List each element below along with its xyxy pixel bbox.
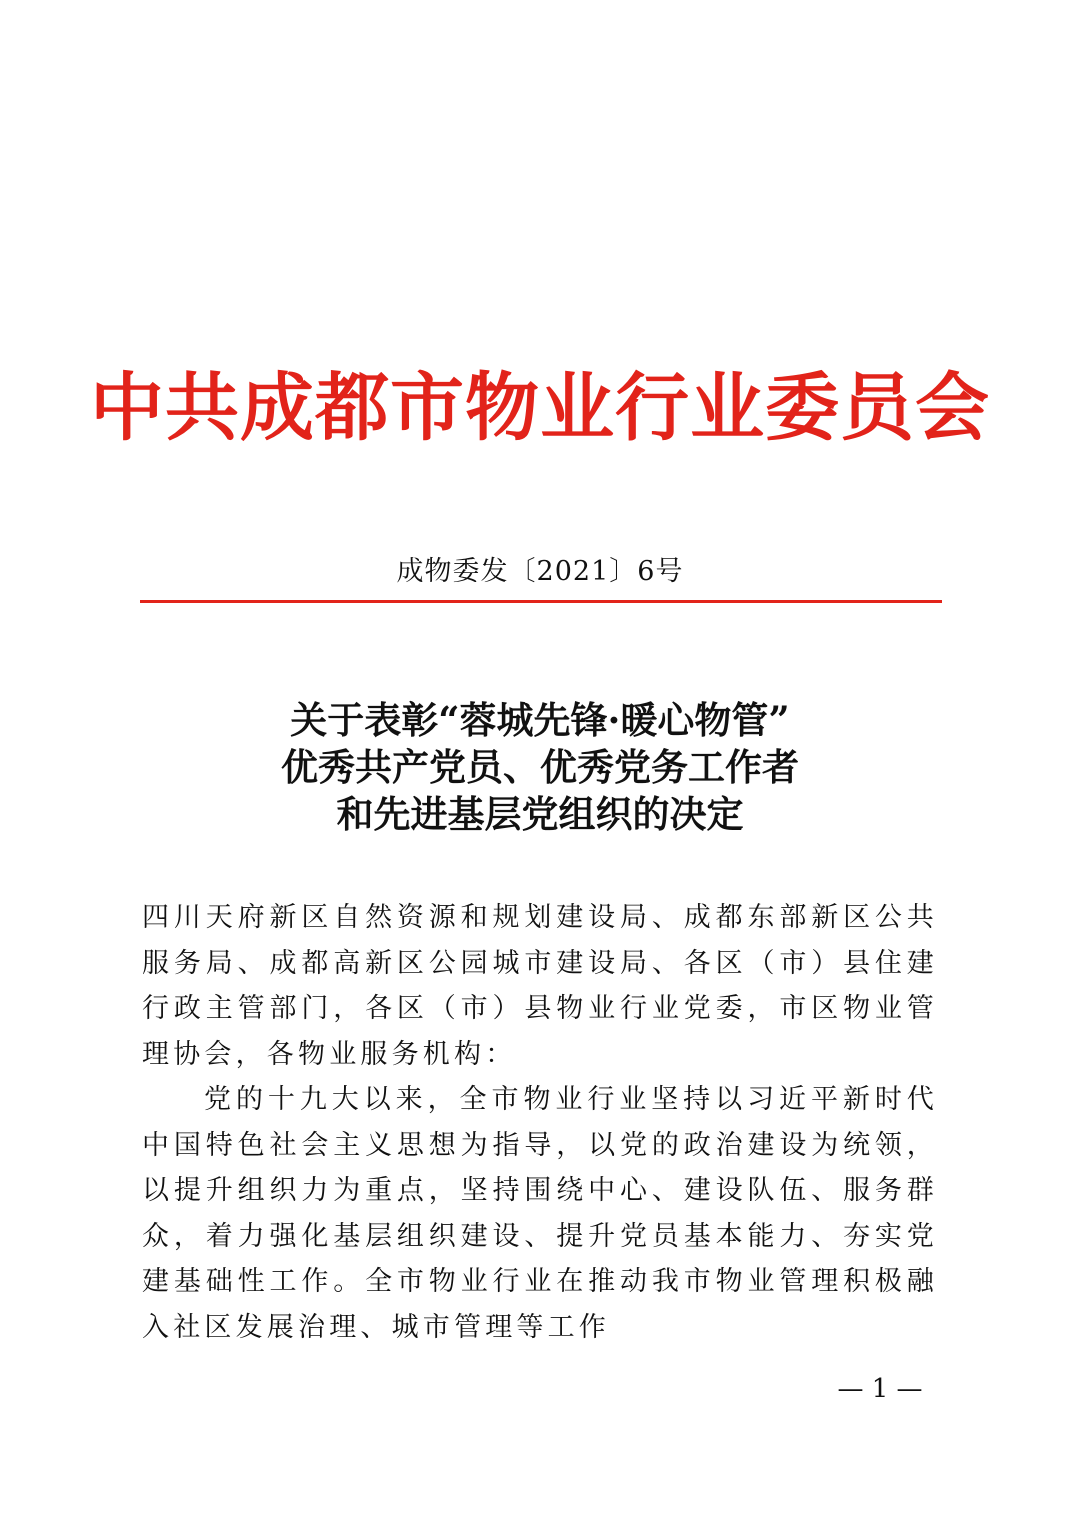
red-divider-line: [140, 600, 942, 603]
title-line-1: 关于表彰“蓉城先锋·暖心物管”: [290, 698, 790, 742]
addressees-paragraph: 四川天府新区自然资源和规划建设局、成都东部新区公共服务局、成都高新区公园城市建设局、各区（市）县住建行政主管部门，各区（市）县物业行业党委，市区物业管理协会，各物业服务机构：: [142, 902, 938, 1070]
page-number: — 1 —: [837, 1374, 923, 1404]
title-line-3: 和先进基层党组织的决定: [336, 792, 744, 836]
body-text: [142, 895, 938, 1350]
document-title: [0, 697, 1080, 838]
issuer-heading: 中共成都市物业行业委员会: [90, 365, 990, 451]
title-line-2: 优秀共产党员、优秀党务工作者: [281, 745, 799, 789]
body-paragraph: 党的十九大以来，全市物业行业坚持以习近平新时代中国特色社会主义思想为指导，以党的政治建设为统领，以提升组织力为重点，坚持围绕中心、建设队伍、服务群众，着力强化基层组织建设、提升党员基本能力、夯实党建基础性工作。全市物业行业在推动我市物业管理积极融入社区发展治理、城市管理等工作: [142, 1084, 938, 1343]
document-number: 成物委发〔2021〕6号: [396, 556, 684, 587]
